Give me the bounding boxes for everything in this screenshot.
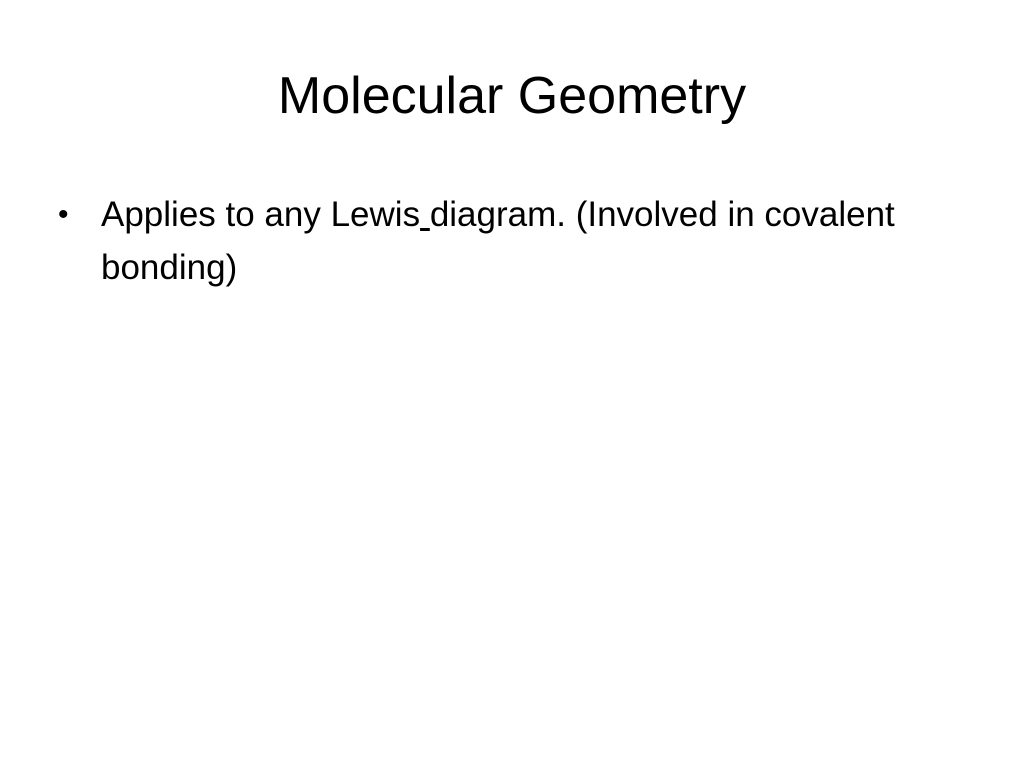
bullet-text-end: diagram. (Involved in covalent bonding)	[101, 195, 895, 287]
bullet-text-start: Applies to any Lewis	[101, 195, 421, 234]
bullet-list	[56, 188, 936, 294]
bullet-item	[56, 188, 936, 294]
bullet-marker: •	[58, 198, 69, 231]
slide-title: Molecular Geometry	[277, 67, 747, 125]
bullet-underlined-gap	[420, 195, 430, 234]
